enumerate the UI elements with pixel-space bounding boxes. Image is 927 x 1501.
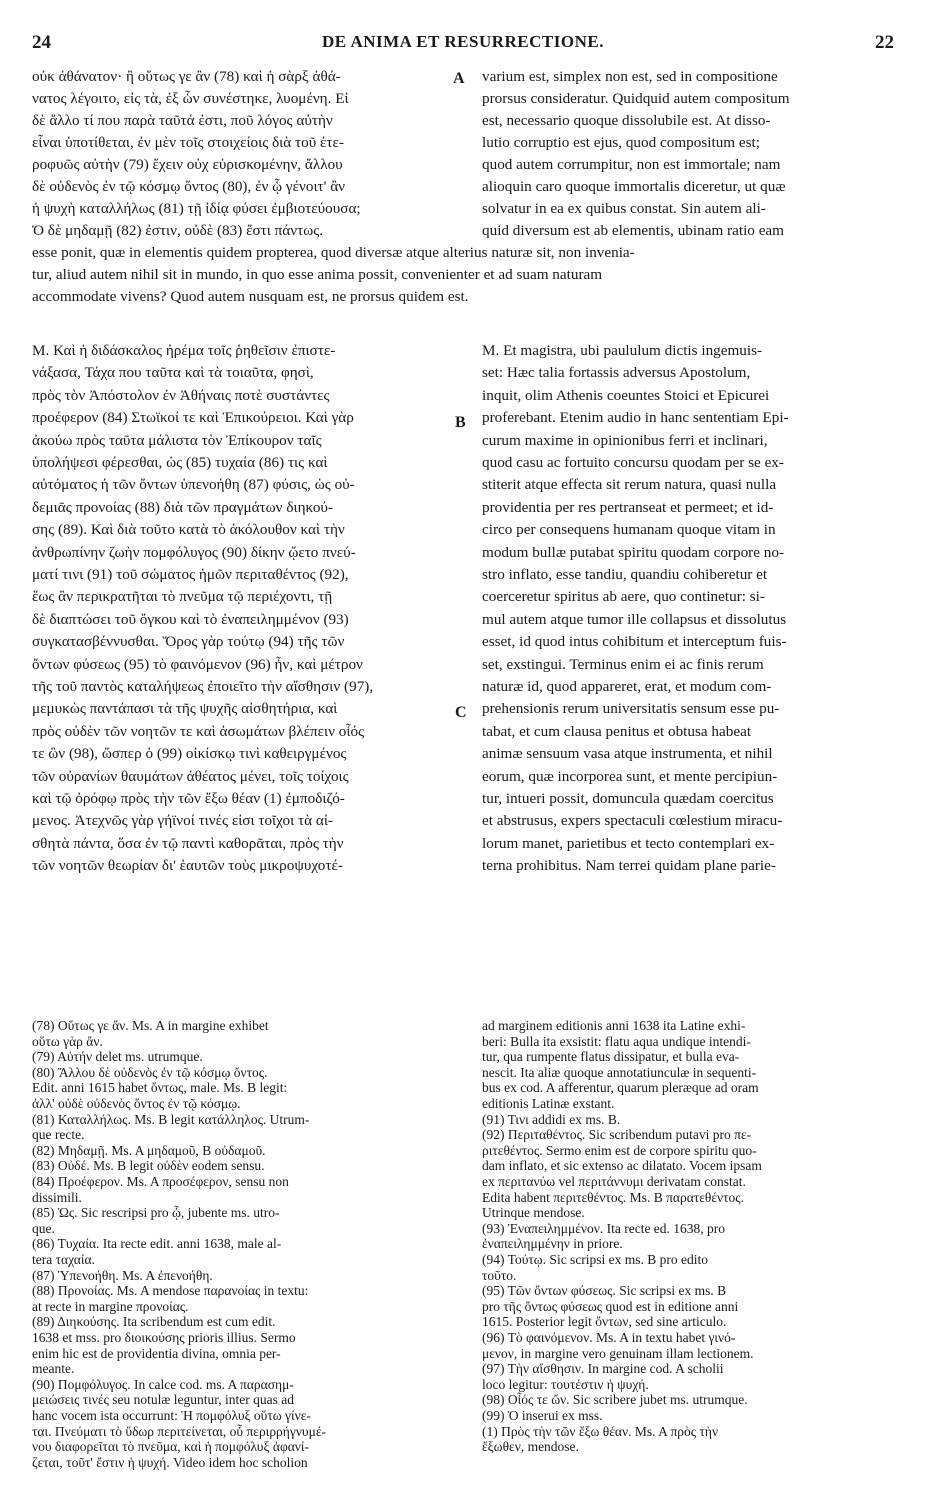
footnote-line: bus ex cod. A afferentur, quarum pleræque ad oram [482, 1080, 759, 1096]
latin-text-line: set: Hæc talia fortassis adversus Apostolum, [482, 364, 751, 382]
latin-text-line: et abstrusus, expers spectaculi cœlestium miracu- [482, 812, 783, 830]
greek-text-line: ὑπολήψεσι φέρεσθαι, ὡς (85) τυχαία (86) τις καὶ [32, 454, 328, 471]
footnote-line: (1) Πρὸς τὴν τῶν ἔξω θέαν. Ms. A πρὸς τὴν [482, 1423, 719, 1439]
footnote-line: ad marginem editionis anni 1638 ita Latine exhi- [482, 1018, 746, 1033]
running-title: DE ANIMA ET RESURRECTIONE. [322, 32, 604, 51]
greek-text-line: ροφυῶς αὐτὴν (79) ἔχειν οὐχ εὑρισκομένην, ἄλλου [32, 156, 343, 173]
latin-text-line: esset, id quod intus cohibitum et interceptum fuis- [482, 633, 787, 651]
footnote-line: (99) Ὁ inserui ex mss. [482, 1408, 603, 1423]
footnote-line: μειώσεις τινές seu notulæ leguntur, inter quas ad [32, 1392, 294, 1408]
footnote-line: ζεται, τοῦτ' ἔστιν ἡ ψυχή. Video idem hoc scholion [32, 1454, 308, 1470]
greek-text-line: Ὁ δὲ μηδαμῇ (82) ἐστιν, οὐδὲ (83) ἔστι πάντως. [32, 222, 324, 239]
latin-text-line: modum bullæ putabat spiritu quodam corpore no- [482, 543, 785, 561]
greek-text-line: ἕως ἂν περικρατῆται τὸ πνεῦμα τῷ περιέχοντι, τῇ [32, 588, 333, 606]
footnote-line: tur, qua rumpente flatus dissipatur, et bulla eva- [482, 1049, 740, 1065]
footnote-line: (79) Αὐτήν delet ms. utrumque. [32, 1049, 203, 1065]
footnote-line: que. [32, 1220, 55, 1236]
footnote-line: dam inflato, et sic extenso ac dilatato. Vocem ipsam [482, 1158, 762, 1174]
greek-text-line: συγκατασβέννυσθαι. Ὅρος γὰρ τούτῳ (94) τῆς τῶν [32, 633, 345, 651]
footnote-line: (82) Μηδαμῇ. Ms. A μηδαμοῦ, B οὐδαμοῦ. [32, 1142, 266, 1158]
footnote-line: (86) Τυχαία. Ita recte edit. anni 1638, male al- [32, 1236, 282, 1252]
footnote-line: loco legitur: τουτέστιν ἡ ψυχή. [482, 1376, 649, 1392]
footnote-line: tera ταχαία. [32, 1252, 95, 1267]
latin-text-line: est, necessario quoque dissolubile est. At disso- [482, 112, 771, 129]
greek-text-line: Μ. Καὶ ἡ διδάσκαλος ἠρέμα τοῖς ῥηθεῖσιν ἐπιστε- [32, 342, 336, 359]
greek-text-line: μεμυκὼς παντάπασι τὰ τῆς ψυχῆς αἰσθητήρια, καὶ [32, 700, 338, 718]
footnote-line: (93) Ἐναπειλημμένον. Ita recte ed. 1638, pro [482, 1220, 726, 1236]
latin-text-line: circo per consequens humanam quoque vitam in [482, 521, 776, 539]
greek-text-line: μενος. Ἀτεχνῶς γὰρ γήϊνοί τινές εἰσι τοῖχοι τὰ αἰ- [32, 812, 333, 830]
latin-text-line: prehensionis rerum universitatis sensum esse pu- [482, 700, 780, 718]
latin-text-line: providentia per res pertranseat et permeet; et id- [482, 498, 774, 516]
footnote-line: 1638 et mss. pro διοικούσης prioris illius. Sermo [32, 1330, 296, 1345]
footnote-line: pro τῆς ὄντως φύσεως quod est in editione anni [482, 1298, 739, 1314]
greek-text-line: νάξασα, Τάχα που ταῦτα καὶ τὰ τοιαῦτα, φησὶ, [32, 364, 314, 382]
footnote-line: meante. [32, 1361, 75, 1377]
footnote-line: hanc vocem ista occurrunt: Ἡ πομφόλυξ οὕτω γίνε- [32, 1408, 311, 1423]
greek-text-line: εἶναι ὑποτίθεται, ἐν μὲν τοῖς στοιχείοις διὰ τοῦ ἑτε- [32, 134, 344, 151]
footnote-line: (94) Τούτῳ. Sic scripsi ex ms. B pro edito [482, 1252, 709, 1267]
footnote-line: ται. Πνεύματι τὸ ὕδωρ περιτείνεται, οὗ περιρρήγνυμέ- [32, 1423, 327, 1439]
greek-text-line: δεμιᾶς προνοίας (88) διὰ τῶν πραγμάτων διηκού- [32, 498, 333, 516]
greek-text-line: σης (89). Καὶ διὰ τοῦτο κατὰ τὸ ἀκόλουθον καὶ τὴν [32, 521, 345, 539]
footnote-line: Edita habent περιτεθέντος. Ms. B παρατεθέντος. [482, 1189, 744, 1205]
latin-text-line: curum maxime in opinionibus ferri et inclinari, [482, 431, 768, 449]
latin-text-line: quod casu ac fortuito concursu quodam per se ex- [482, 454, 784, 471]
footnote-line: Utrinque mendose. [482, 1205, 585, 1221]
footnote-line: at recte in margine προνοίας. [32, 1298, 189, 1314]
footnote-line: μενον, in margine vero genuinam illam lectionem. [482, 1345, 754, 1361]
latin-text-line: proferebant. Etenim audio in hanc sententiam Epi- [482, 409, 789, 427]
greek-text-line: τῶν οὐρανίων θαυμάτων ἀθέατος μένει, τοῖς τοίχοις [32, 767, 349, 785]
greek-text-line: ἀνθρωπίνην ζωὴν πομφόλυγος (90) δίκην ᾤετο πνεύ- [32, 543, 356, 561]
greek-text-line: πρὸς τὸν Ἀπόστολον ἐν Ἀθήναις ποτὲ συστάντες [32, 386, 330, 404]
latin-text-line: alioquin caro quoque immortalis diceretur, ut quæ [482, 178, 786, 195]
latin-text-line: varium est, simplex non est, sed in compositione [482, 68, 778, 85]
latin-text-line: tur, intueri possit, domuncula quædam coercitus [482, 790, 774, 807]
margin-marker-b: B [455, 414, 466, 431]
footnote-line: (81) Καταλλήλως. Ms. B legit κατάλληλος. Utrum- [32, 1111, 310, 1127]
greek-text-line: αὐτόματος ἡ τῶν ὄντων ὑπενοήθη (87) φύσις, ὡς οὐ- [32, 476, 355, 494]
footnote-line: (95) Τῶν ὄντων φύσεως. Sic scripsi ex ms. B [482, 1283, 727, 1299]
greek-text-line: ἡ ψυχὴ καταλλήλως (81) τῇ ἰδίᾳ φύσει ἐμβιοτεύουσα; [32, 200, 361, 217]
footnote-line: dissimili. [32, 1189, 82, 1205]
latin-full-width-line: esse ponit, quæ in elementis quidem propterea, quod diversæ atque alterius naturæ sit, non invenia- [32, 244, 635, 261]
latin-text-line: solvatur in ea ex quibus constat. Sin autem ali- [482, 200, 766, 217]
latin-text-line: stro inflato, esse tandiu, quandiu cohiberetur et [482, 566, 768, 583]
greek-text-line: προέφερον (84) Στωϊκοί τε καὶ Ἐπικούρειοι. Καὶ γὰρ [32, 409, 354, 427]
greek-text-line: οὐκ ἀθάνατον· ἢ οὕτως γε ἂν (78) καὶ ἡ σὰρξ ἀθά- [32, 68, 341, 85]
footnote-line: ἀλλ' οὐδὲ οὐδενὸς ὄντος ἐν τῷ κόσμῳ. [32, 1096, 241, 1111]
footnote-line: τοῦτο. [482, 1267, 517, 1283]
greek-text-line: σθητὰ πάντα, ὅσα ἐν τῷ παντὶ καθορᾶται, πρὸς τὴν [32, 834, 344, 852]
footnote-line: beri: Bulla ita exsistit: flatu aqua undique intendi- [482, 1033, 751, 1049]
footnote-line: (89) Διηκούσης. Ita scribendum est cum edit. [32, 1314, 276, 1330]
latin-text-line: tabat, et cum clausa penitus et obtusa habeat [482, 722, 752, 740]
footnote-line: que recte. [32, 1127, 85, 1143]
footnote-line: (85) Ὡς. Sic rescripsi pro ᾧ, jubente ms. utro- [32, 1205, 280, 1221]
footnote-line: (92) Περιταθέντος. Sic scribendum putavi pro πε- [482, 1127, 752, 1143]
footnote-line: (88) Προνοίας. Ms. A mendose παρανοίας in textu: [32, 1283, 309, 1299]
greek-text-line: πρὸς οὐδὲν τῶν νοητῶν τε καὶ ἀσωμάτων βλέπειν οἷός [32, 722, 365, 740]
latin-text-line: naturæ id, quod appareret, erat, et modum com- [482, 678, 772, 695]
greek-text-line: τῆς τοῦ παντὸς καταλήψεως ἐποιεῖτο τὴν αἴσθησιν (97), [32, 678, 374, 695]
footnote-line: (91) Τινι addidi ex ms. B. [482, 1111, 621, 1127]
footnote-line: (90) Πομφόλυγος. In calce cod. ms. A παρασημ- [32, 1376, 294, 1392]
page-header [32, 32, 894, 56]
latin-text-line: lorum manet, parietibus et tecto contemplari ex- [482, 834, 775, 852]
footnote-line: Edit. anni 1615 habet ὄντως, male. Ms. B legit: [32, 1080, 288, 1096]
left-page-number: 24 [32, 32, 51, 53]
footnote-line: (98) Οἷός τε ὤν. Sic scribere jubet ms. utrumque. [482, 1392, 748, 1408]
footnote-line: nescit. Ita aliæ quoque annotatiunculæ in sequenti- [482, 1064, 757, 1080]
footnote-line: (84) Προέφερον. Ms. A προσέφερον, sensu non [32, 1174, 289, 1189]
latin-text-line: prorsus consideratur. Quidquid autem compositum [482, 90, 790, 107]
footnote-line: (96) Τὸ φαινόμενον. Ms. A in textu habet γινό- [482, 1330, 736, 1345]
greek-text-line: καὶ τῷ ὀρόφῳ πρὸς τὴν τῶν ἔξω θέαν (1) ἐμποδιζό- [32, 790, 345, 807]
latin-full-width-line: accommodate vivens? Quod autem nusquam est, ne prorsus quidem est. [32, 288, 469, 305]
footnote-line: (80) Ἄλλου δὲ οὐδενὸς ἐν τῷ κόσμῳ ὄντος. [32, 1064, 268, 1080]
greek-text-line: ματί τινι (91) τοῦ σώματος ἡμῶν περιταθέντος (92), [32, 566, 349, 583]
latin-text-line: set, exstingui. Terminus enim ei ac finis rerum [482, 655, 764, 673]
footnote-line: νου διαφορεῖται τὸ πνεῦμα, καὶ ἡ πομφόλυξ ἀφανί- [32, 1439, 310, 1455]
footnote-line: ἔξωθεν, mendose. [482, 1439, 579, 1455]
latin-text-line: terna prohibitus. Nam terrei quidam plane parie- [482, 857, 776, 875]
latin-text-line: M. Et magistra, ubi paululum dictis ingemuis- [482, 342, 763, 359]
greek-text-line: ὄντων φύσεως (95) τὸ φαινόμενον (96) ἦν, καὶ μέτρον [32, 655, 363, 673]
footnote-line: ριτεθέντος. Sermo enim est de corpore spiritu quo- [482, 1142, 757, 1158]
latin-text-line: inquit, olim Athenis coeuntes Stoici et Epicurei [482, 386, 770, 404]
greek-text-line: δὲ ἄλλο τί που παρὰ ταῦτά ἐστι, ποῦ λόγος αὐτὴν [32, 112, 333, 129]
latin-text-line: animæ sensuum vasa atque instrumenta, et nihil [482, 745, 773, 763]
greek-text-line: τε ὢν (98), ὥσπερ ὁ (99) οἰκίσκῳ τινὶ καθειργμένος [32, 745, 347, 763]
latin-full-width-line: tur, aliud autem nihil sit in mundo, in quo esse anima possit, convenienter et ad suam naturam [32, 266, 603, 283]
right-page-number: 22 [875, 32, 894, 53]
greek-text-line: δὲ διαπτώσει τοῦ ὄγκου καὶ τὸ ἐναπειλημμένον (93) [32, 610, 349, 628]
latin-text-line: mul autem atque tumor ille collapsus et dissolutus [482, 610, 787, 628]
footnote-line: (78) Οὕτως γε ἄν. Ms. A in margine exhibet [32, 1018, 269, 1033]
footnote-line: 1615. Posterior legit ὄντων, sed sine articulo. [482, 1314, 727, 1330]
greek-text-line: ἀκούω πρὸς ταῦτα μάλιστα τὸν Ἐπίκουρον ταῖς [32, 431, 322, 449]
latin-text-line: stiterit atque effecta sit rerum natura, quasi nulla [482, 476, 777, 494]
greek-text-line: νατος λέγοιτο, εἰς τὰ, ἐξ ὧν συνέστηκε, λυομένη. Εἰ [32, 90, 349, 107]
footnote-line: enim hic est de providentia divina, omnia per- [32, 1345, 281, 1361]
greek-text-line: δὲ οὐδενὸς ἐν τῷ κόσμῳ ὄντος (80), ἐν ᾧ γένοιτ' ἂν [32, 178, 346, 195]
latin-text-line: quod autem corrumpitur, non est immortale; nam [482, 156, 781, 173]
footnote-line: editionis Latinæ exstant. [482, 1096, 615, 1111]
margin-marker-a: A [453, 70, 465, 87]
latin-text-line: lutio corruptio est ejus, quod compositum est; [482, 134, 760, 151]
margin-marker-c: C [455, 704, 467, 721]
footnote-line: (87) Ὑπενοήθη. Ms. A ἐπενοήθη. [32, 1267, 213, 1283]
footnote-line: (97) Τὴν αἴσθησιν. In margine cod. A scholii [482, 1361, 724, 1377]
latin-text-line: coerceretur spiritus ab aere, quo continetur: si- [482, 588, 765, 606]
footnote-line: (83) Οὐδέ. Ms. B legit οὐδὲν eodem sensu. [32, 1158, 265, 1174]
footnote-line: ex περιτανύω vel περιτάννυμι derivatam constat. [482, 1174, 746, 1189]
greek-text-line: τῶν νοητῶν θεωρίαν δι' ἑαυτῶν τοὺς μικροψυχοτέ- [32, 857, 343, 875]
footnote-line: ἐναπειλημμένην in priore. [482, 1236, 623, 1252]
latin-text-line: eorum, quæ incorporea sunt, et mente percipiun- [482, 767, 778, 785]
latin-text-line: quid diversum est ab elementis, ubinam ratio eam [482, 222, 784, 239]
footnote-line: οὕτω γὰρ ἄν. [32, 1033, 103, 1049]
